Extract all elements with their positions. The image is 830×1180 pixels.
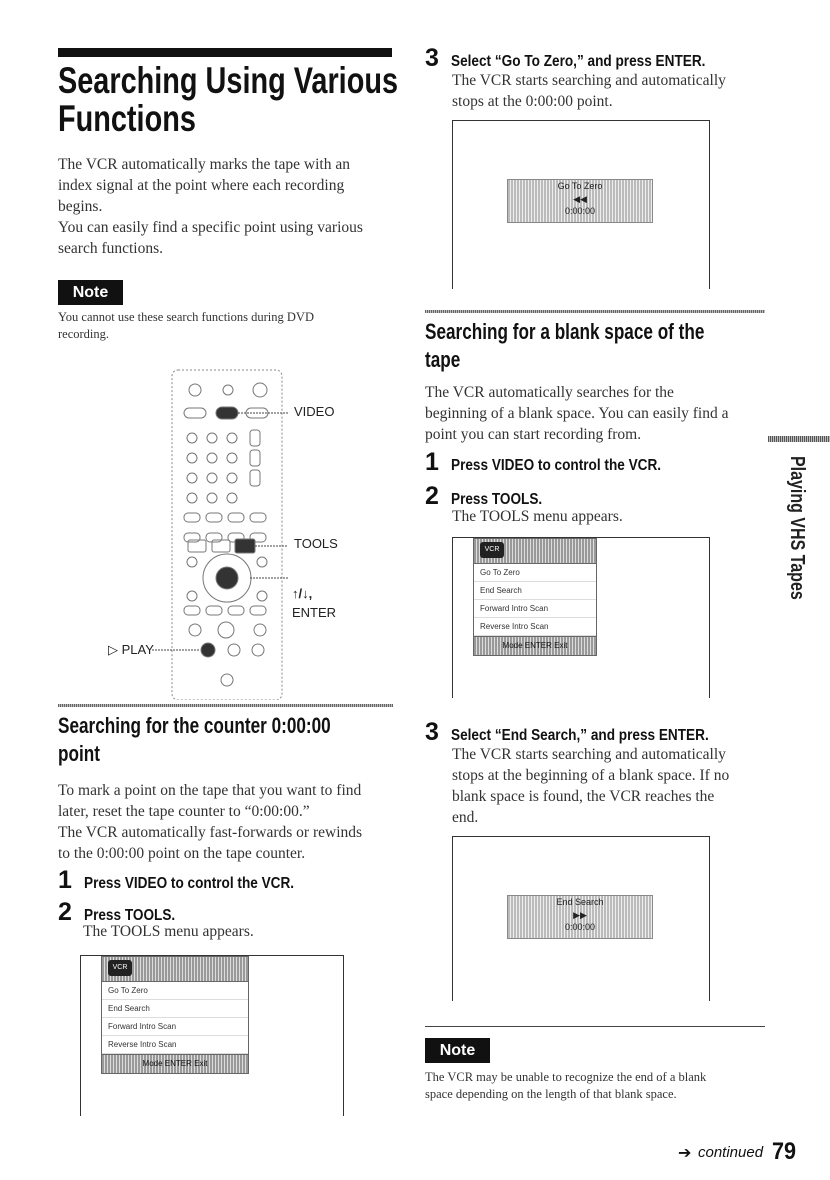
label-arrows: ↑/↓,: [292, 586, 313, 601]
left-step-2: 2 Press TOOLS.: [58, 898, 176, 926]
menu-item[interactable]: Forward Intro Scan: [474, 600, 596, 618]
section-rule: [425, 310, 765, 313]
left-tools-screen: [80, 955, 344, 1116]
go-to-zero-display: Go To Zero ◀◀ 0:00:00: [507, 179, 653, 223]
continued-arrow-icon: ➔: [678, 1143, 692, 1162]
right-step-1: 1 Press VIDEO to control the VCR.: [425, 448, 662, 476]
right-step-2-sub: The TOOLS menu appears.: [452, 508, 623, 525]
note-text: You cannot use these search functions during DVD recording.: [58, 310, 314, 341]
left-step-1: 1 Press VIDEO to control the VCR.: [58, 866, 295, 894]
menu-item[interactable]: Forward Intro Scan: [102, 1018, 248, 1036]
page-number: 79: [772, 1138, 797, 1165]
right-step-3-sub: The VCR starts searching and automatically stops at the 0:00:00 point.: [452, 72, 726, 110]
intro-paragraph: The VCR automatically marks the tape with an index signal at the point where each recording begins. You can easily find a specific point using various search functions.: [58, 156, 363, 257]
right-tools-screen: [452, 537, 710, 698]
menu-item[interactable]: Reverse Intro Scan: [102, 1036, 248, 1054]
left-step-2-sub: The TOOLS menu appears.: [83, 923, 254, 940]
menu-footer: Mode ENTER Exit: [474, 636, 596, 655]
page-title: Searching Using Various Functions: [58, 60, 399, 139]
menu-header: [474, 539, 596, 564]
blank-section-heading: Searching for a blank space of the tape: [425, 319, 705, 372]
side-tab-label: Playing VHS Tapes: [786, 456, 808, 600]
menu-header: [102, 957, 248, 982]
menu-item[interactable]: Go To Zero: [102, 982, 248, 1000]
end-search-screen: [452, 836, 710, 1001]
go-to-zero-screen: [452, 120, 710, 289]
right-note-text: The VCR may be unable to recognize the end of a blank space depending on the length of that blank space.: [425, 1070, 707, 1101]
label-video: VIDEO: [294, 404, 335, 419]
counter-body: To mark a point on the tape that you want to find later, reset the tape counter to “0:00:00.” The VCR automatically fast-forwards or rewinds to the 0:00:00 point on the tape counter.: [58, 782, 363, 862]
side-tab-bar: [768, 436, 830, 442]
note-rule: [425, 1026, 765, 1027]
blank-body: The VCR automatically searches for the beginning of a blank space. You can easily find a point you can start recording from.: [425, 384, 729, 443]
section-rule: [58, 704, 393, 707]
continued-label: continued: [698, 1144, 764, 1161]
label-play: ▷ PLAY: [108, 642, 154, 657]
tools-menu: [101, 956, 249, 1074]
menu-item[interactable]: Go To Zero: [474, 564, 596, 582]
menu-item[interactable]: End Search: [474, 582, 596, 600]
right-step-3b: 3 Select “End Search,” and press ENTER.: [425, 718, 709, 746]
label-enter: ENTER: [292, 605, 337, 620]
menu-item[interactable]: End Search: [102, 1000, 248, 1018]
right-step-3: 3 Select “Go To Zero,” and press ENTER.: [425, 44, 706, 72]
menu-footer: Mode ENTER Exit: [102, 1054, 248, 1073]
vcr-icon: VCR: [108, 960, 132, 976]
menu-item[interactable]: Reverse Intro Scan: [474, 618, 596, 636]
note-badge: Note: [58, 280, 123, 305]
vcr-icon: VCR: [480, 542, 504, 558]
counter-section-heading: Searching for the counter 0:00:00 point: [58, 713, 331, 766]
label-tools: TOOLS: [294, 536, 338, 551]
right-step-2: 2 Press TOOLS.: [425, 482, 543, 510]
end-search-display: End Search ▶▶ 0:00:00: [507, 895, 653, 939]
title-bar: [58, 48, 392, 57]
tools-menu: [473, 538, 597, 656]
note-badge: Note: [425, 1038, 490, 1063]
right-step-3b-sub: The VCR starts searching and automatically stops at the beginning of a blank space. If no blank space is found, the VCR reaches the end.: [452, 746, 730, 826]
